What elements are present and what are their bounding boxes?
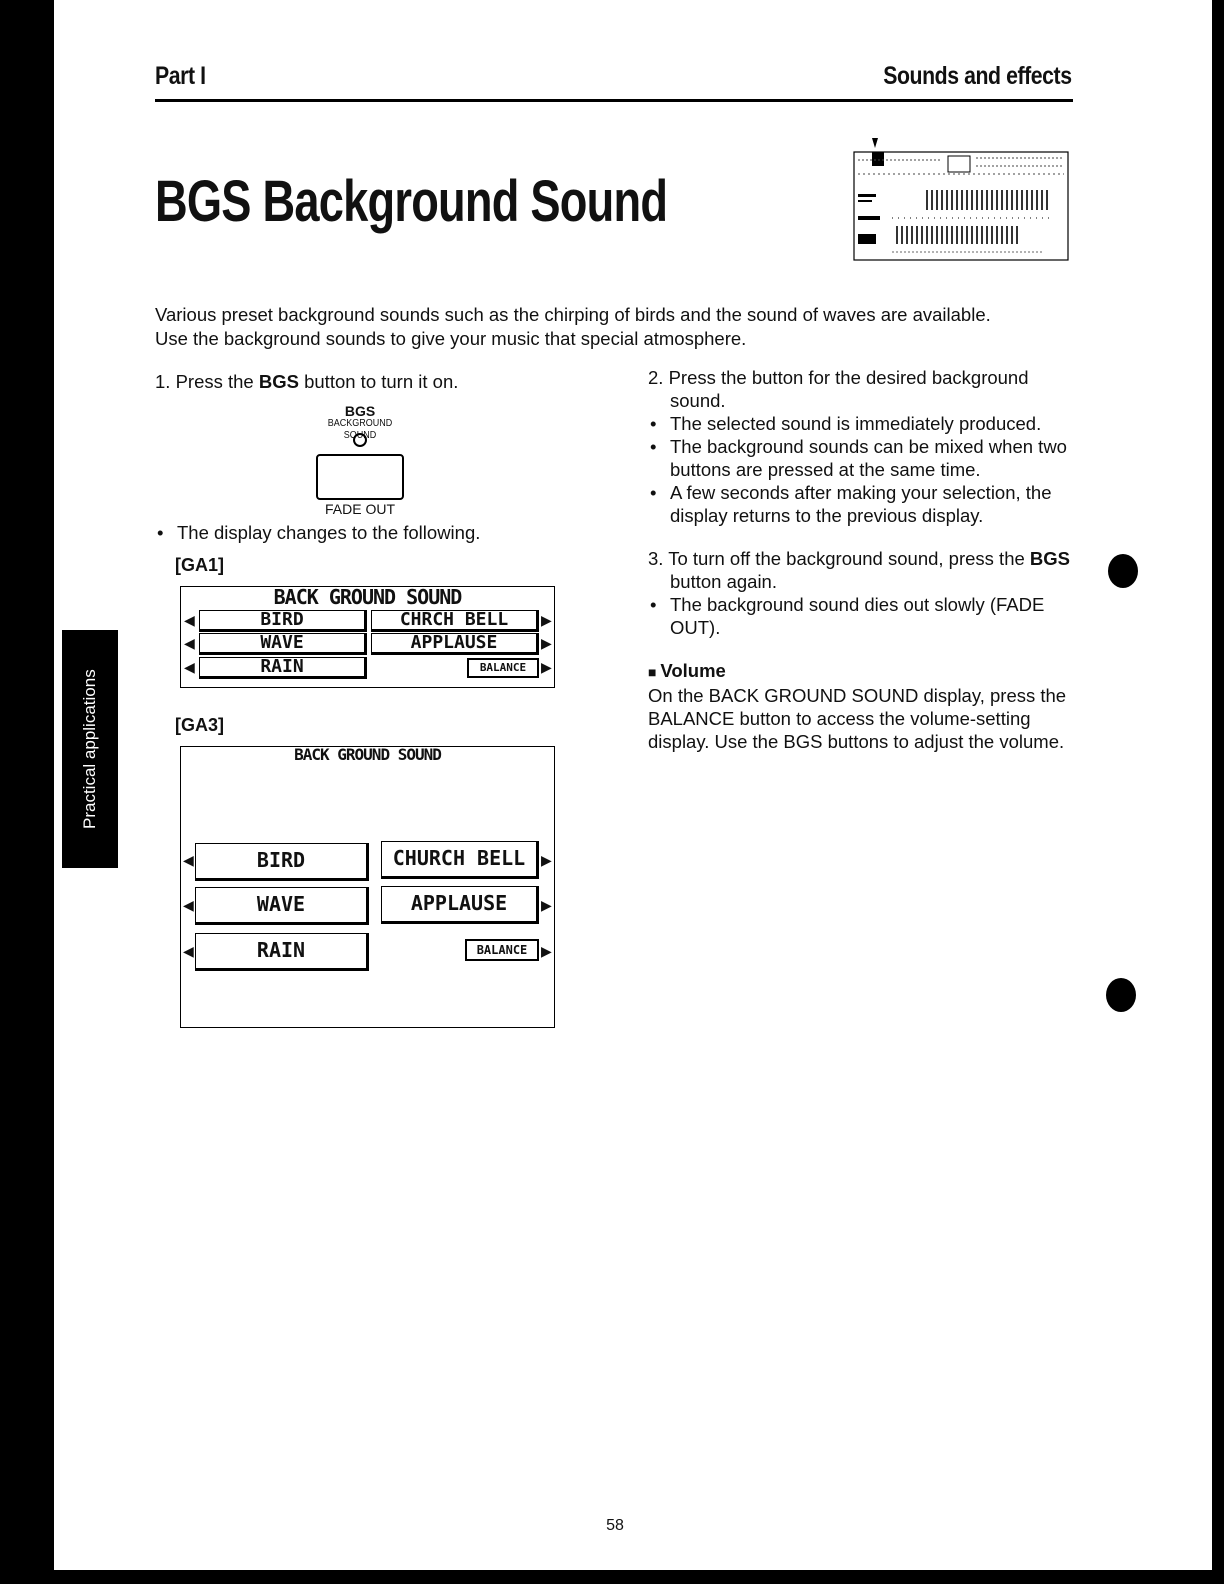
- spacer: [648, 527, 1076, 547]
- intro-line-2: Use the background sounds to give your music that special atmosphere.: [155, 328, 747, 349]
- panel-thumbnail-image: [852, 138, 1070, 262]
- step-2-bullet-1: • The selected sound is immediately produced.: [648, 412, 1076, 435]
- step-1-text-pre: Press the: [175, 371, 259, 392]
- lcd-ga3-balance-button[interactable]: BALANCE: [465, 939, 539, 961]
- lcd-ga3-left-arrow-icon: ◀: [183, 852, 194, 868]
- lcd-ga1: [180, 586, 555, 688]
- binding-hole-dot: [1106, 978, 1136, 1012]
- lcd-ga1-button-rain[interactable]: RAIN: [199, 657, 367, 679]
- bgs-subtitle: BACKGROUND SOUND: [327, 418, 393, 441]
- lcd-ga1-button-bird[interactable]: BIRD: [199, 610, 367, 632]
- header-part: Part I: [155, 62, 206, 90]
- header-rule: [155, 99, 1073, 102]
- binding-hole-dot: [1108, 554, 1138, 588]
- scan-border-bottom: [54, 1570, 1224, 1584]
- step-3-bullet: • The background sound dies out slowly (FADE OUT).: [648, 593, 1076, 639]
- scan-border-left: [0, 0, 54, 1584]
- lcd-ga1-left-arrow-icon: ◀: [184, 612, 195, 628]
- header-section: Sounds and effects: [883, 62, 1072, 90]
- ga3-label: [GA3]: [175, 715, 224, 735]
- step-3: [648, 547, 1076, 593]
- volume-text: On the BACK GROUND SOUND display, press the BALANCE button to access the volume-setting display. Use the BGS buttons to adjust the volume.: [648, 685, 1067, 752]
- lcd-ga1-button-applause[interactable]: APPLAUSE: [371, 633, 539, 655]
- step-2-bullet-3: • A few seconds after making your selection, the display returns to the previous display.: [648, 481, 1076, 527]
- intro-line-1: Various preset background sounds such as the chirping of birds and the sound of waves are available.: [155, 304, 991, 325]
- bgs-button[interactable]: [316, 454, 404, 500]
- step-3-text-pre: 3. To turn off the background sound, press the: [648, 548, 1030, 569]
- bgs-name: BGS: [344, 403, 376, 419]
- lcd-ga3-button-wave[interactable]: WAVE: [195, 887, 369, 925]
- lcd-ga3-button-applause[interactable]: APPLAUSE: [381, 886, 539, 924]
- side-tab-text: Practical applications: [80, 669, 99, 829]
- intro-paragraph: [155, 303, 1075, 351]
- lcd-ga3-button-bird[interactable]: BIRD: [195, 843, 369, 881]
- lcd-ga3-title: BACK GROUND SOUND: [294, 745, 441, 764]
- lcd-ga1-right-arrow-icon: ▶: [541, 635, 552, 651]
- page-number: 58: [606, 1517, 624, 1534]
- display-change-bullet: • The display changes to the following.: [155, 521, 595, 545]
- step-2: 2. Press the button for the desired background sound.: [648, 367, 1029, 411]
- volume-heading: [648, 659, 1076, 684]
- scan-border-right: [1212, 0, 1224, 1584]
- lcd-ga3-right-arrow-icon: ▶: [541, 897, 552, 913]
- step-1-bgs-bold: BGS: [258, 371, 299, 392]
- lcd-ga3: [180, 746, 555, 1028]
- lcd-ga1-title: BACK GROUND SOUND: [273, 585, 462, 609]
- step-1-text-post: button to turn it on.: [298, 371, 459, 392]
- spacer: [648, 639, 1076, 659]
- step-1-number: 1.: [155, 371, 171, 392]
- lcd-ga1-left-arrow-icon: ◀: [184, 635, 195, 651]
- lcd-ga1-right-arrow-icon: ▶: [541, 659, 552, 675]
- lcd-ga3-left-arrow-icon: ◀: [183, 943, 194, 959]
- lcd-ga1-balance-button[interactable]: BALANCE: [467, 658, 539, 678]
- lcd-ga1-button-church-bell[interactable]: CHRCH BELL: [371, 610, 539, 632]
- ga1-label: [GA1]: [175, 555, 224, 575]
- lcd-ga1-right-arrow-icon: ▶: [541, 612, 552, 628]
- lcd-ga3-right-arrow-icon: ▶: [541, 852, 552, 868]
- lcd-ga1-button-wave[interactable]: WAVE: [199, 633, 367, 655]
- right-column: [648, 366, 1076, 753]
- left-column: [155, 370, 595, 394]
- bgs-led-icon: [353, 433, 367, 447]
- step-2-bullet-2: • The background sounds can be mixed when two buttons are pressed at the same time.: [648, 435, 1076, 481]
- step-1: [155, 370, 595, 394]
- lcd-ga3-right-arrow-icon: ▶: [541, 943, 552, 959]
- step-3-bgs-bold: BGS: [1029, 548, 1070, 569]
- fade-out-label: FADE OUT: [324, 501, 395, 517]
- step-3-text-post: button again.: [670, 571, 777, 592]
- page-title: BGS Background Sound: [155, 169, 668, 234]
- square-bullet-icon: ■: [648, 664, 661, 680]
- display-change-note: [155, 521, 595, 545]
- volume-heading-text: Volume: [660, 660, 726, 681]
- lcd-ga3-button-rain[interactable]: RAIN: [195, 933, 369, 971]
- lcd-ga3-button-church-bell[interactable]: CHURCH BELL: [381, 841, 539, 879]
- lcd-ga3-left-arrow-icon: ◀: [183, 897, 194, 913]
- lcd-ga1-left-arrow-icon: ◀: [184, 659, 195, 675]
